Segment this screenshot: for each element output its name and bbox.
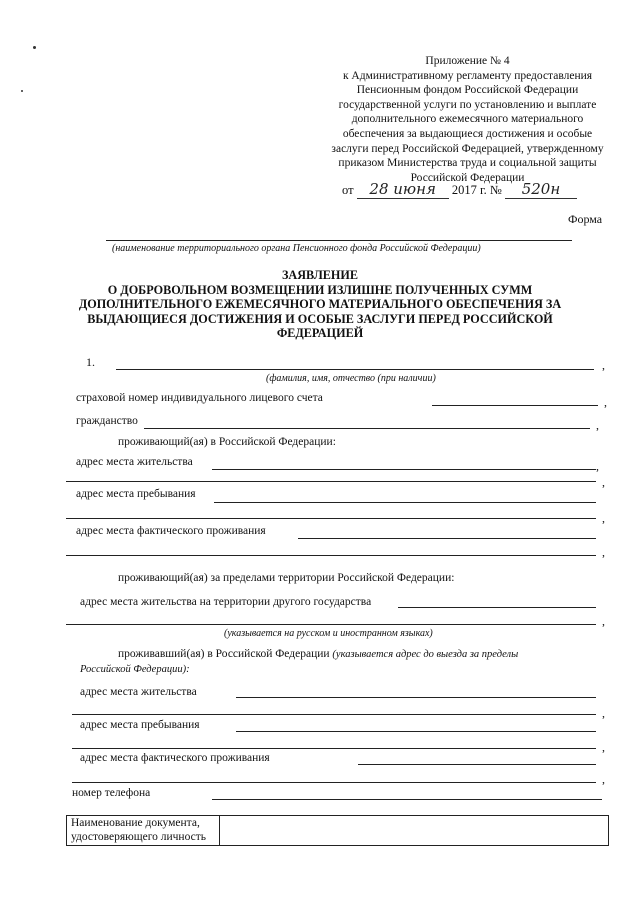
document-title [60, 268, 580, 341]
id-document-label [67, 816, 220, 846]
title-line: О ДОБРОВОЛЬНОМ ВОЗМЕЩЕНИИ ИЗЛИШНЕ ПОЛУЧЕННЫХ СУММ [107, 282, 533, 297]
fio-field[interactable] [116, 369, 594, 370]
citizenship-label: гражданство [76, 415, 138, 427]
handwritten-number: 520н [505, 180, 577, 199]
snils-label: страховой номер индивидуального лицевого счета [76, 392, 323, 404]
from-prefix: от [342, 183, 354, 197]
comma: , [602, 545, 605, 559]
scan-speck [21, 90, 23, 92]
comma: , [602, 511, 605, 525]
comma: , [602, 772, 605, 786]
appendix-line: государственной услуги по установлению и выплате [338, 98, 597, 111]
lived-rf-hint-continuation: Российской Федерации): [80, 664, 190, 675]
id-document-field[interactable] [220, 816, 609, 846]
scan-speck [33, 46, 36, 49]
title-line: ДОПОЛНИТЕЛЬНОГО ЕЖЕМЕСЯЧНОГО МАТЕРИАЛЬНОГО ОБЕСПЕЧЕНИЯ ЗА [78, 297, 562, 312]
comma: , [596, 459, 599, 473]
lived-rf-heading [118, 648, 518, 660]
residence-label: адрес места жительства [76, 456, 193, 468]
authority-name-field[interactable] [106, 240, 572, 241]
title-line: ЗАЯВЛЕНИЕ [282, 268, 358, 282]
stay-label: адрес места пребывания [76, 488, 196, 500]
appendix-line: Приложение № 4 [425, 55, 510, 67]
phone-field[interactable] [212, 799, 602, 800]
foreign-residence-field[interactable] [398, 607, 596, 608]
authority-hint: (наименование территориального органа Пенсионного фонда Российской Федерации) [112, 243, 481, 254]
actual-address-field[interactable] [298, 538, 596, 539]
title-line: ВЫДАЮЩИЕСЯ ДОСТИЖЕНИЯ И ОСОБЫЕ ЗАСЛУГИ ПЕРЕД РОССИЙСКОЙ [87, 311, 553, 326]
form-label: Форма [568, 212, 603, 226]
foreign-residence-label: адрес места жительства на территории другого государства [80, 596, 372, 608]
appendix-line: к Административному регламенту предоставления [342, 69, 593, 82]
fio-hint: (фамилия, имя, отчество (при наличии) [266, 373, 436, 384]
comma: , [602, 475, 605, 489]
id-document-label-line: удостоверяющего личность [71, 830, 206, 843]
appendix-line: Пенсионным фондом Российской Федерации [356, 84, 579, 97]
stay2-field[interactable] [236, 731, 596, 732]
section-number: 1. [86, 355, 95, 369]
appendix-line: заслуги перед Российской Федерацией, утвержденному [331, 142, 604, 155]
stay2-label: адрес места пребывания [80, 719, 200, 731]
foreign-residence-field-continuation[interactable] [66, 624, 596, 625]
comma: , [602, 706, 605, 720]
actual2-field-continuation[interactable] [72, 782, 596, 783]
phone-label: номер телефона [72, 787, 151, 799]
residence2-field-continuation[interactable] [72, 714, 596, 715]
lived-rf-text: проживавший(ая) в Российской Федерации [118, 648, 330, 660]
living-rf-heading: проживающий(ая) в Российской Федерации: [118, 436, 336, 448]
id-document-table [66, 815, 609, 846]
residence-field-continuation[interactable] [66, 481, 596, 482]
order-date-line [342, 180, 577, 199]
actual2-label: адрес места фактического проживания [80, 752, 270, 764]
comma: , [604, 395, 607, 409]
living-abroad-heading: проживающий(ая) за пределами территории Российской Федерации: [118, 572, 455, 584]
appendix-line: дополнительного ежемесячного материального [351, 113, 584, 126]
appendix-line: обеспечения за выдающиеся достижения и особые [342, 127, 593, 140]
appendix-line: приказом Министерства труда и социальной защиты [338, 157, 597, 170]
id-document-label-line: Наименование документа, [71, 817, 200, 829]
foreign-language-hint: (указывается на русском и иностранном языках) [224, 628, 433, 639]
year-text: 2017 г. № [451, 183, 502, 197]
lived-rf-hint: (указывается адрес до выезда за пределы [332, 649, 519, 660]
residence2-field[interactable] [236, 697, 596, 698]
residence2-label: адрес места жительства [80, 686, 197, 698]
actual-address-label: адрес места фактического проживания [76, 525, 266, 537]
appendix-line: Российской Федерации [410, 171, 525, 184]
citizenship-field[interactable] [144, 428, 590, 429]
comma: , [602, 614, 605, 628]
comma: , [602, 740, 605, 754]
handwritten-date: 28 июня [357, 180, 449, 199]
comma: , [602, 358, 605, 372]
stay-field-continuation[interactable] [66, 518, 596, 519]
actual2-field[interactable] [358, 764, 596, 765]
stay2-field-continuation[interactable] [72, 748, 596, 749]
stay-field[interactable] [214, 502, 596, 503]
actual-address-field-continuation[interactable] [66, 555, 596, 556]
residence-field[interactable] [212, 469, 596, 470]
snils-field[interactable] [432, 405, 598, 406]
comma: , [596, 418, 599, 432]
title-line: ФЕДЕРАЦИЕЙ [276, 326, 364, 341]
appendix-block [330, 54, 605, 185]
